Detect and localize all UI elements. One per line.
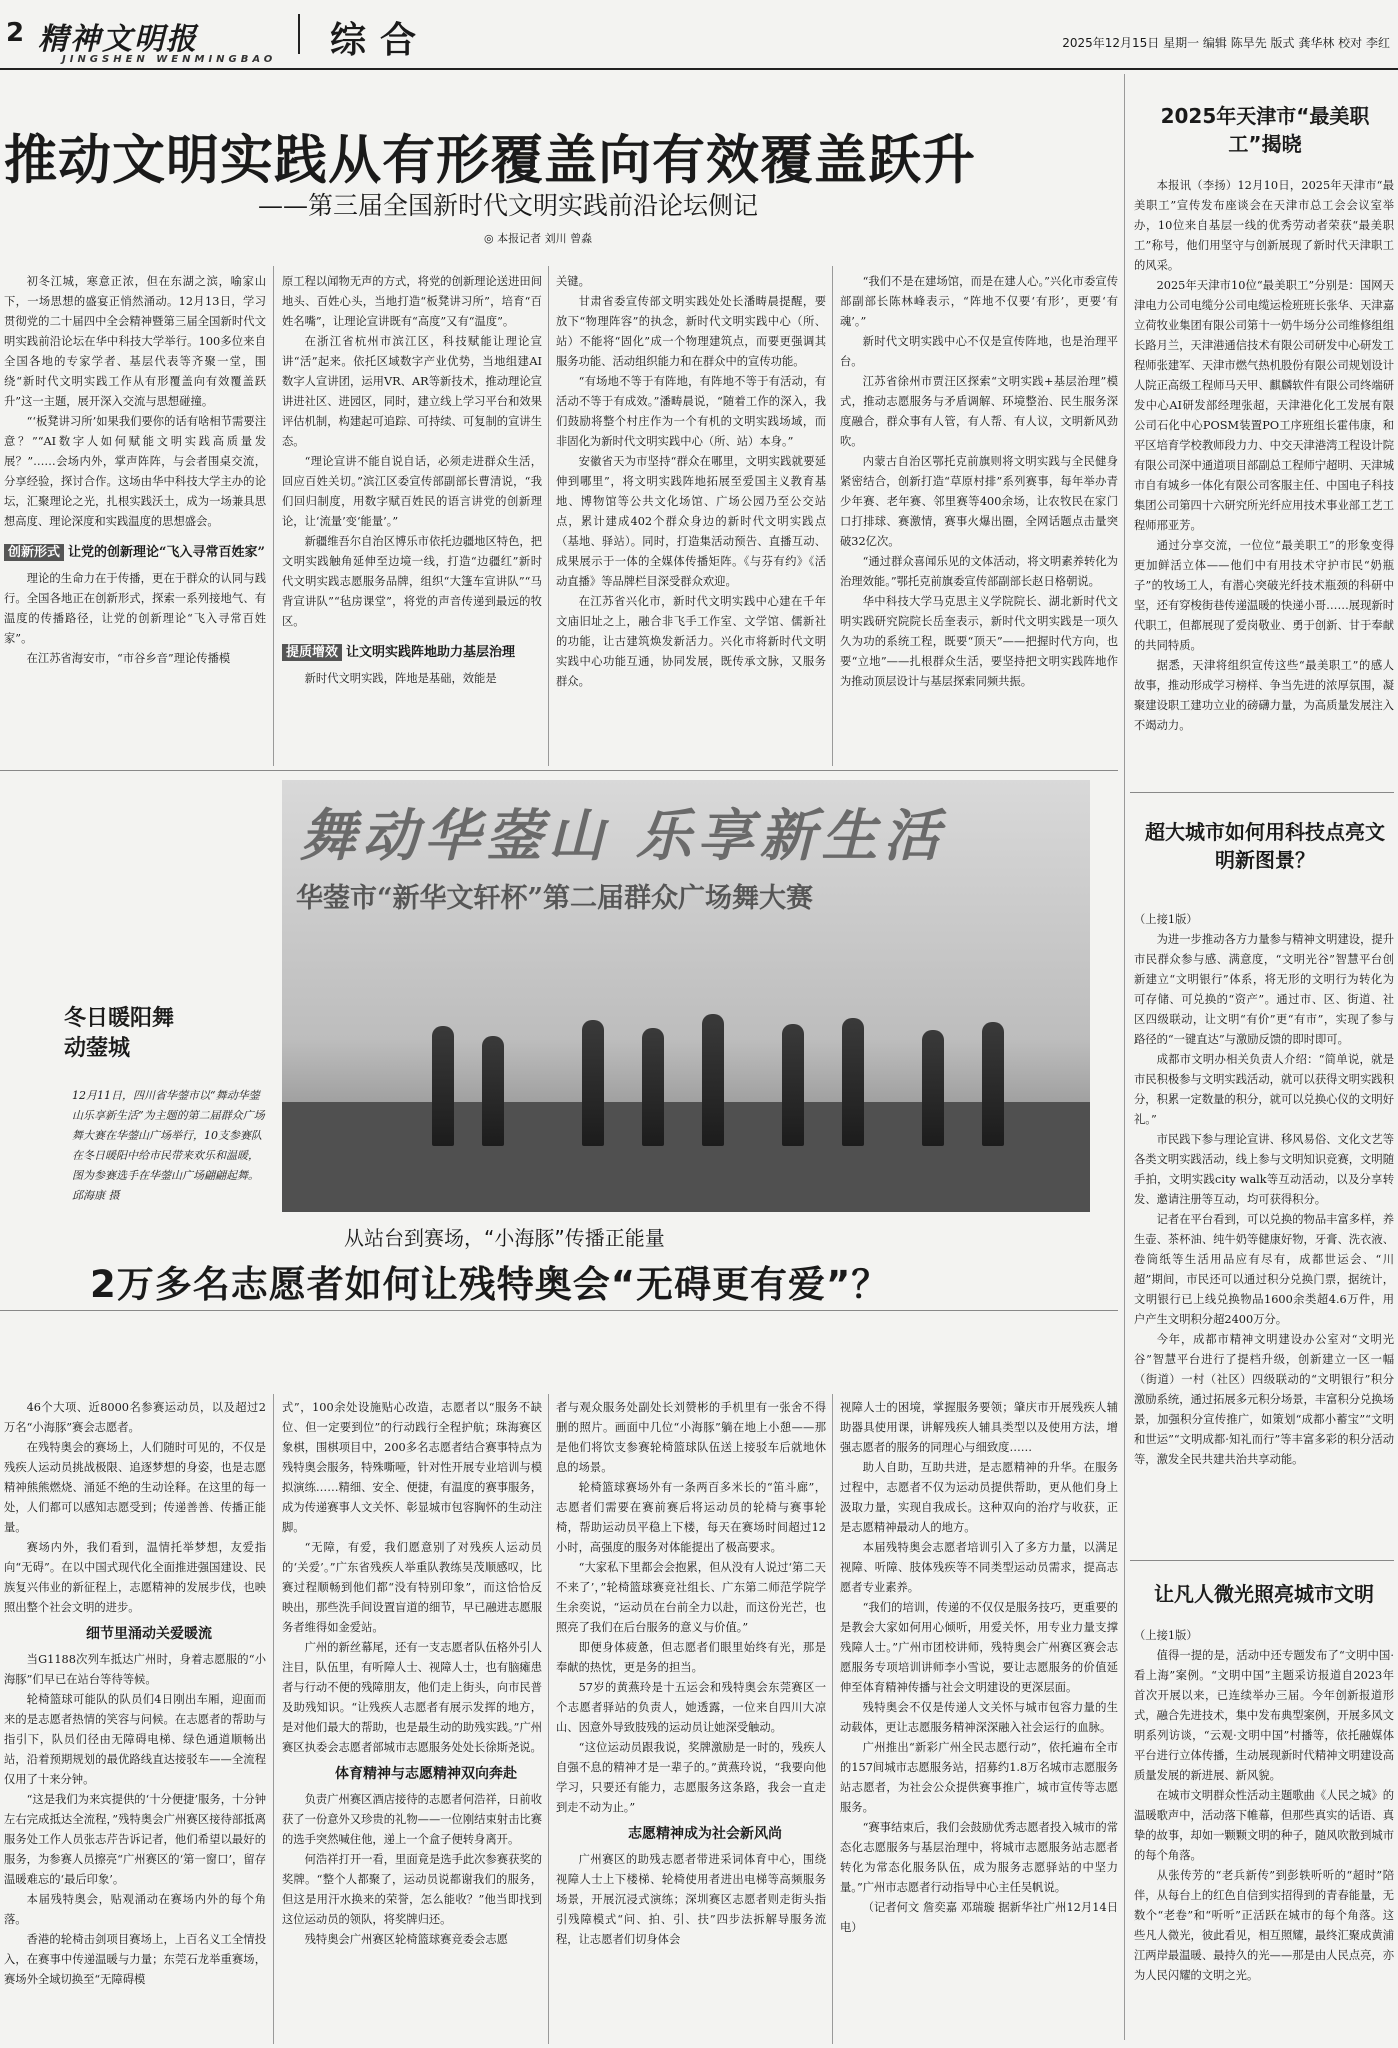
paragraph: 57岁的黄燕玲是十五运会和残特奥会东莞赛区一个志愿者驿站的负责人，她透露，一位来自四川大凉山、因意外导致肢残的运动员让她深受触动。 [556, 1681, 826, 1734]
dancer-figure [582, 1020, 604, 1146]
section-rule [0, 1310, 1118, 1311]
paragraph: “这是我们为来宾提供的‘十分便捷’服务，十分钟左右完成抵达全流程，”残特奥会广州赛区接待部抵离服务处工作人员张志芹告诉记者，他们希望以最好的服务，为参赛人员擦亮“广州赛区的‘第一窗口’，留存温暖难忘的‘最后印象’。 [4, 1793, 266, 1886]
section-rule [0, 770, 1118, 771]
paragraph: 赛场内外，我们看到，温情托举梦想，友爱指向“无碍”。在以中国式现代化全面推进强国建设、民族复兴伟业的新征程上，志愿精神的发展步伐，也映照出整个社会文明的进步。 [4, 1541, 266, 1614]
sidebar-story2-body [1134, 910, 1394, 1554]
paragraph: 市民践下参与理论宣讲、移风易俗、文化文艺等各类文明实践活动，线上参与文明知识竞赛，文明随手拍，文明实践city walk等互动活动，以及分享转发、邀请注册等互动，均可获得积分。 [1134, 1133, 1394, 1206]
volunteer-column-1 [4, 1398, 266, 2044]
paragraph: “有场地不等于有阵地，有阵地不等于有活动，有活动不等于有成效。”潘畴晨说，“随着工作的深入，我们鼓励将整个村庄作为一个有机的文明实践场域，而非固化为新时代文明实践中心（所、站）本身。” [556, 375, 826, 448]
paragraph: 今年，成都市精神文明建设办公室对“文明光谷”智慧平台进行了提档升级，创新建立一区一幅（街道）一村（社区）四级联动的“文明银行”积分激励系统，通过拓展多元积分场景，丰富积分兑换场景，加强积分宣传推广，如策划“成都小蓄宝”“文明和世运”“文明成都·知礼而行”等丰富多彩的积分活动等，激发全民共建共治共享动能。 [1134, 1333, 1394, 1466]
volunteer-headline: 2万多名志愿者如何让残特奥会“无碍更有爱”？ [90, 1263, 890, 1306]
sidebar-story3-headline: 让凡人微光照亮城市文明 [1154, 1582, 1374, 1606]
source-note: （上接1版） [1134, 1629, 1198, 1642]
paragraph: 本届残特奥会志愿者培训引入了多方力量，以满足视障、听障、肢体残疾等不同类型运动员需求，提高志愿者专业素养。 [840, 1541, 1118, 1594]
dancer-figure [482, 1036, 504, 1146]
paragraph: 当G1188次列车抵达广州时，身着志愿服的“小海豚”们早已在站台等待等候。 [4, 1653, 266, 1686]
paragraph: 值得一提的是，活动中还专题发布了“文明中国·看上海”案例。“文明中国”主题采访报道自2023年首次开展以来，已连续举办三届。今年创新报道形式，融合先进技术，集中发布典型案例，开展多风文明系列访谈，“云观·文明中国”村播等，依托融媒体平台进行立体传播，生动展现新时代精神文明建设高质量发展的新进展、新风貌。 [1134, 1649, 1394, 1782]
paragraph: 内蒙古自治区鄂托克前旗则将文明实践与全民健身紧密结合，创新打造“草原村排”系列赛事，每年举办青少年赛、老年赛、邻里赛等400余场，让农牧民在家门口打排球、赛激情，赛事火爆出圈，全网话题点击量突破32亿次。 [840, 455, 1118, 548]
paragraph: （记者何文 詹奕嘉 邓瑞璇 据新华社广州12月14日电） [840, 1901, 1118, 1934]
column-divider [832, 266, 833, 766]
paragraph: “通过群众喜闻乐见的文体活动，将文明素养转化为治理效能。”鄂托克前旗委宣传部副部长赵日格朝说。 [840, 555, 1118, 588]
dancer-figure [702, 1014, 724, 1146]
newspaper-logo: 精神文明报 [38, 22, 198, 57]
column-divider [548, 1394, 549, 2044]
stage [282, 1102, 1090, 1212]
paragraph: 残特奥会广州赛区轮椅篮球赛竞委会志愿 [304, 1933, 508, 1946]
paragraph: “我们的培训，传递的不仅仅是服务技巧，更重要的是教会大家如何用心倾听，用爱关怀，用专业力量支撑残障人士。”广州市团校讲师，残特奥会广州赛区赛会志愿服务专项培训讲师李小雪说，要让志愿服务的价值延伸至体育精神传播与社会文明建设的更深层面。 [840, 1601, 1118, 1694]
volunteer-subhead: 体育精神与志愿精神双向奔赴 [335, 1766, 517, 1782]
dancer-figure [432, 1026, 454, 1146]
volunteer-subhead: 细节里涌动关爱暖流 [86, 1626, 212, 1642]
dancer-figure [982, 1022, 1004, 1146]
subhead-tag: 创新形式 [4, 544, 64, 561]
paragraph: 原工程以闻物无声的方式，将党的创新理论送进田间地头、百姓心头，当地打造“板凳讲习所”，培育“百姓名嘴”，让理论宣讲既有“高度”又有“温度”。 [282, 275, 542, 328]
paragraph: 助人自助，互助共进，是志愿精神的升华。在服务过程中，志愿者不仅为运动员提供帮助，更从他们身上汲取力量，实现自我成长。这种双向的治疗与收获，正是志愿精神最动人的地方。 [840, 1461, 1118, 1534]
paragraph: “我们不是在建场馆，而是在建人心。”兴化市委宣传部副部长陈林峰表示，“阵地不仅要‘有形’，更要‘有魂’。” [840, 275, 1118, 328]
paragraph: 广州赛区的助残志愿者带进采词体育中心，围绕视障人士上下楼梯、轮椅使用者进出电梯等高频服务场景，开展沉浸式演练；深圳赛区志愿者则走街头指引残障模式“问、拍、引、扶”四步法拆解导服务流程，让志愿者们切身体会 [556, 1853, 826, 1946]
photo-caption-headline: 冬日暖阳舞动蓥城 [64, 1006, 175, 1061]
lead-column-3 [556, 272, 826, 766]
paragraph: 即便身体疲惫，但志愿者们眼里始终有光，那是奉献的热忱，更是务的担当。 [556, 1641, 826, 1674]
paragraph: 本报讯（李扬）12月10日，2025年天津市“最美职工”宣传发布座谈会在天津市总工会会议室举办，10位来自基层一线的优秀劳动者荣获“最美职工”称号，他们用坚守与创新展现了新时代天津职工的风采。 [1134, 179, 1394, 272]
lead-subheadline: ——第三届全国新时代文明实践前沿论坛侧记 [258, 191, 759, 220]
paragraph: “大家私下里都会会抱累，但从没有人说过‘第二天不来了’，”轮椅篮球赛竞社组长、广东第二师范学院学生余奕说，“运动员在台前全力以赴，而这份光芒，也照亮了我们在后台服务的意义与价值。” [556, 1561, 826, 1634]
volunteer-kicker: 从站台到赛场，“小海豚”传播正能量 [344, 1226, 665, 1250]
paragraph: 从张传芳的“老兵新传”到彭轶听听的“超时”陪伴，从每台上的红色自信到实招得到的青春能量，无数个“老卷”和“听听”正活跃在城市的每个角落。这些凡人微光，彼此看见，相互照耀，最终汇聚成黄浦江两岸最温暖、最持久的光——那是由人民点亮，亦为人民闪耀的文明之光。 [1134, 1869, 1394, 1982]
subhead-tag: 提质增效 [282, 644, 342, 661]
paragraph: 新时代文明实践中心不仅是宣传阵地，也是治理平台。 [840, 335, 1118, 368]
sidebar-story3-body [1134, 1626, 1394, 2044]
paragraph: 在城市文明群众性活动主题歌曲《人民之城》的温暖歌声中，活动落下帷幕，但那些真实的话语、真挚的故事，却如一颗颗文明的种子，随风吹散到城市的每个角落。 [1134, 1789, 1394, 1862]
column-divider [832, 1394, 833, 2044]
lead-headline: 推动文明实践从有形覆盖向有效覆盖跃升 [4, 130, 976, 191]
page-number: 2 [6, 18, 25, 48]
lead-column-4 [840, 272, 1118, 766]
volunteer-column-2 [282, 1398, 542, 2044]
paragraph: 何浩祥打开一看，里面竟是选手此次参赛获奖的奖牌。“整个人都聚了，运动员说都谢我们的服务，但这是用汗水换来的荣誉，怎么能收？”他当即找到这位运动员的领队，将奖牌归还。 [282, 1853, 542, 1926]
masthead-divider [298, 14, 300, 54]
subhead-text: 让党的创新理论“飞入寻常百姓家” [68, 545, 265, 560]
sidebar-story1-headline: 2025年天津市“最美职工”揭晓 [1160, 104, 1370, 156]
paragraph: 理论的生命力在于传播，更在于群众的认同与践行。全国各地正在创新形式，探索一系列接地气、有温度的传播路径，让党的创新理论“飞入寻常百姓家”。 [4, 572, 266, 645]
paragraph: 者与观众服务处副处长刘赞彬的手机里有一张舍不得删的照片。画面中几位“小海豚”躺在地上小憩——那是他们将饮支参赛轮椅篮球队伍送上接驳车后就地休息的场景。 [556, 1401, 826, 1474]
newspaper-logo-pinyin: JINGSHEN WENMINGBAO [62, 54, 277, 65]
paragraph: 甘肃省委宣传部文明实践处处长潘畴晨提醒，要放下“物理阵容”的执念，新时代文明实践中心（所、站）不能将“固化”成一个物理建筑点，而要更强调其服务功能、活动组织能力和在群众中的宣传功能。 [556, 295, 826, 368]
volunteer-column-4 [840, 1398, 1118, 2044]
paragraph: 据悉，天津将组织宣传这些“最美职工”的感人故事，推动形成学习榜样、争当先进的浓厚氛围，凝聚建设职工建功立业的磅礴力量，为高质量发展注入不竭动力。 [1134, 659, 1394, 732]
photo-banner-slogan: 舞动华蓥山 乐享新生活 [300, 803, 946, 869]
dancer-figure [922, 1030, 944, 1146]
dancer-figure [642, 1028, 664, 1146]
date-editor-line: 2025年12月15日 星期一 编辑 陈旱先 版式 龚华林 校对 李红 [1062, 36, 1390, 50]
photo-banner-title: 华蓥市“新华文轩杯”第二届群众广场舞大赛 [296, 883, 814, 914]
paragraph: 初冬江城，寒意正浓，但在东湖之滨，喻家山下，一场思想的盛宴正悄然涌动。12月13日，学习贯彻党的二十届四中全会精神暨第三届全国新时代文明实践前沿论坛在华中科技大学举行。100多位来自全国各地的专家学者、基层代表等齐聚一堂，围绕“新时代文明实践工作从有形覆盖向有效覆盖跃升”这一主题，展开深入交流与思想碰撞。 [4, 275, 266, 408]
paragraph: “理论宣讲不能自说自话，必须走进群众生活，回应百姓关切。”滨江区委宣传部副部长曹清说，“我们回归制度，用数字赋百姓民的语言讲党的创新理论，让‘流量’变‘能量’。” [282, 455, 542, 528]
section-rule [1130, 792, 1394, 793]
lead-byline: ◎ 本报记者 刘川 曾淼 [484, 232, 593, 245]
dance-photo [282, 780, 1090, 1212]
paragraph: 香港的轮椅击剑项目赛场上，上百名义工全情投入，在赛事中传递温暖与力量；东莞石龙举重赛场，赛场外全域切换至“无障碍模 [4, 1933, 266, 1986]
paragraph: 新时代文明实践，阵地是基础，效能是 [304, 672, 497, 685]
paragraph: “‘板凳讲习所’如果我们要你的话有啥相节需要注意？”“AI数字人如何赋能文明实践高质量发展？”……会场内外，掌声阵阵，与会者围桌交流，分享经验，探讨合作。这场由华中科技大学主办的论坛，汇聚理论之光，扎根实践沃土，成为一场兼具思想高度、理论深度和实践温度的思想盛会。 [4, 415, 266, 528]
paragraph: 在浙江省杭州市滨江区，科技赋能让理论宣讲“活”起来。依托区域数字产业优势，当地组建AI数字人宣讲团，运用VR、AR等新技术，推动理论宣讲进社区、进园区，同时，建立线上学习平台和效果评估机制，构建起可追踪、可持续、可复制的宣讲生态。 [282, 335, 542, 448]
lead-subhead-2 [282, 642, 542, 663]
lead-column-1 [4, 272, 266, 766]
paragraph: 华中科技大学马克思主义学院院长、湖北新时代文明实践研究院院长岳奎表示，新时代文明实践是一项久久为功的系统工程，既要“顶天”——把握时代方向，也要“立地”——扎根群众生活，要坚持把文明实践阵地作为推动顶层设计与基层探索同频共振。 [840, 595, 1118, 688]
column-divider [548, 266, 549, 766]
masthead-rule [0, 68, 1398, 70]
section-rule [1130, 1560, 1394, 1561]
lead-subhead-1 [4, 542, 266, 563]
paragraph: 关键。 [556, 275, 590, 288]
paragraph: 记者在平台看到，可以兑换的物品丰富多样，养生壶、茶杯油、纯牛奶等健康好物，牙膏、洗衣液、卷筒纸等生活用品应有尽有，成都世运会、“川超”期间，市民还可以通过积分兑换门票，据统计，文明银行已上线兑换物品1600余类超4.6万件，用户产生文明积分超2400万分。 [1134, 1213, 1394, 1326]
section-name: 综合 [330, 19, 431, 61]
paragraph: “无障，有爱，我们愿意别了对残疾人运动员的‘关爱’。”广东省残疾人举重队教练吴茂顺感叹，比赛过程顺畅到他们都“没有特别印象”，而这恰恰反映出，那些洗手间设置盲道的细节，早已融进志愿服务者维得如金爱站。 [282, 1541, 542, 1634]
source-note: （上接1版） [1134, 913, 1198, 926]
column-divider [273, 266, 274, 766]
masthead [0, 0, 1398, 68]
paragraph: 轮椅篮球赛场外有一条两百多米长的“笛斗廊”，志愿者们需要在赛前赛后将运动员的轮椅与赛事轮椅，帮助运动员平稳上下楼，每天在赛场时间超过12小时，高强度的服务对体能提出了极高要求。 [556, 1481, 826, 1554]
sidebar-story1-body [1134, 176, 1394, 782]
paragraph: 为进一步推动各方力量参与精神文明建设，提升市民群众参与感、满意度，“文明光谷”智慧平台创新建立“文明银行”体系，将无形的文明行为转化为可存储、可兑换的“资产”。通过市、区、街道、社区四级联动，让文明“有价”更“有市”，实现了参与路径的“一键直达”与激励反馈的即时即可。 [1134, 933, 1394, 1046]
sidebar-divider [1124, 74, 1125, 2040]
paragraph: 式”，100余处设施贴心改造，志愿者以“服务不缺位、但一定要到位”的行动践行全程护航；珠海赛区象棋，围棋项目中，200多名志愿者结合赛事特点为残特奥会服务，特殊嘶哑，针对性开展专业培训与模拟演练……精细、安全、便捷，有温度的赛事服务，成为传递赛事人文关怀、彰显城市包容胸怀的生动注脚。 [282, 1401, 542, 1534]
volunteer-column-3 [556, 1398, 826, 2044]
photo-caption: 12月11日，四川省华蓥市以“舞动华蓥山乐享新生活”为主题的第二届群众广场舞大赛在华蓥山广场举行，10支参赛队在冬日暖阳中给市民带来欢乐和温暖，图为参赛选手在华蓥山广场翩翩起舞。 邱海康 摄 [72, 1089, 265, 1202]
dancer-figure [842, 1018, 864, 1146]
lead-column-2 [282, 272, 542, 766]
paragraph: 46个大项、近8000名参赛运动员，以及超过2万名“小海豚”赛会志愿者。 [4, 1401, 266, 1434]
paragraph: 残特奥会不仅是传递人文关怀与城市包容力量的生动载体，更让志愿服务精神深深融入社会运行的血脉。 [840, 1701, 1118, 1734]
paragraph: 安徽省天为市坚持“群众在哪里，文明实践就要延伸到哪里”，将文明实践阵地拓展至爱国主义教育基地、博物馆等公共文化场馆、广场公园乃至公交站点，累计建成402个群众身边的新时代文明实践点（基地、驿站）。同时，打造集活动预告、直播互动、成果展示于一体的全媒体传播矩阵。《与芬有约》《活动直播》等品牌栏目深受群众欢迎。 [556, 455, 826, 588]
paragraph: 2025年天津市10位“最美职工”分别是：国网天津电力公司电缆分公司电缆运检班班长张华、天津嘉立荷牧业集团有限公司第十一奶牛场分公司维修组组长路月兰，天津港通信技术有限公司研发中心研发工程师张建军、天津市燃气热机股份有限公司规划设计人院正高级工程师马天甲、麒麟软件有限公司终端研发中心AI研发部经理张超，天津港化化工发展有限公司石化中心POSM装置PO工序班组长霍伟康，和平区培育学校教师段力力、中交天津港湾工程设计院有限公司深中通道项目部副总工程师宁超明、天津城市自有城乡一体化有限公司客服主任、中国电子科技集团公司第四十六研究所光纤应用技术事业部工艺工程师邢亚芳。 [1134, 279, 1394, 532]
paragraph: 在残特奥会的赛场上，人们随时可见的，不仅是残疾人运动员挑战极限、追逐梦想的身姿，也是志愿精神熊熊燃烧、涌延不绝的生动诠释。在这里的每一处，人们都可以感知志愿受到；传递善善、传播正能量。 [4, 1441, 266, 1534]
paragraph: 江苏省徐州市贾汪区探索“文明实践+基层治理”模式，推动志愿服务与矛盾调解、环境整治、民生服务深度融合，群众事有人管，有人帮、有人议，文明新风劲吹。 [840, 375, 1118, 448]
paragraph: 新疆维吾尔自治区博乐市依托边疆地区特色，把文明实践触角延伸至边境一线，打造“边疆红”新时代文明实践志愿服务品牌，组织“大篷车宣讲队”“马背宣讲队”“毡房课堂”，将党的声音传递到最远的牧区。 [282, 535, 542, 628]
paragraph: “这位运动员跟我说，奖牌激励是一时的，残疾人自强不息的精神才是一辈子的。”黄燕玲说，“我要向他学习，只要还有能力，志愿服务这条路，我会一直走到走不动为止。” [556, 1741, 826, 1814]
paragraph: 视障人士的困境，掌握服务要领；肇庆市开展残疾人辅助器具使用课，讲解残疾人辅具类型以及使用方法，增强志愿者的服务的同理心与细致度…… [840, 1401, 1118, 1454]
paragraph: “赛事结束后，我们会鼓励优秀志愿者投入城市的常态化志愿服务与基层治理中，将城市志愿服务站志愿者转化为常态化服务队伍，成为服务志愿驿站的中坚力量。”广州市志愿者行动指导中心主任吴帆说。 [840, 1821, 1118, 1894]
paragraph: 在江苏省兴化市，新时代文明实践中心建在千年文庙旧址之上，融合非飞手工作室、文学馆、儒新社的功能，让古建筑焕发新活力。兴化市将新时代文明实践中心功能互通，协同发展，既传承文脉，又服务群众。 [556, 595, 826, 688]
paragraph: 轮椅篮球可能队的队员们4日刚出车厢，迎面而来的是志愿者热情的笑容与问候。在志愿者的帮助与指引下，队员们径由无障碍电梯、绿色通道顺畅出站，沿着预期规划的最优路线直达接驳车——全流程仅用了十来分钟。 [4, 1693, 266, 1786]
subhead-text: 让文明实践阵地助力基层治理 [346, 645, 516, 660]
paragraph: 在江苏省海安市，“市谷乡音”理论传播模 [26, 652, 231, 665]
paragraph: 本届残特奥会，贴观涌动在赛场内外的每个角落。 [4, 1893, 266, 1926]
paragraph: 成都市文明办相关负责人介绍：“简单说，就是市民积极参与文明实践活动，就可以获得文明实践积分，积累一定数量的积分，就可以兑换心仪的文明好礼。” [1134, 1053, 1394, 1126]
paragraph: 负责广州赛区酒店接待的志愿者何浩祥，日前收获了一份意外又珍贵的礼物——一位刚结束射击比赛的选手突然喊住他，递上一个盒子便转身离开。 [282, 1793, 542, 1846]
byline-text: 本报记者 刘川 曾淼 [497, 232, 593, 245]
sidebar-story2-headline: 超大城市如何用科技点亮文明新图景？ [1145, 820, 1385, 872]
volunteer-subhead: 志愿精神成为社会新风尚 [628, 1826, 782, 1842]
paragraph: 通过分享交流，一位位“最美职工”的形象变得更加鲜活立体——他们中有用技术守护市民“奶瓶子”的牧场工人，有潜心突破光纤技术瓶颈的科研中坚，还有穿梭街巷传递温暖的快递小哥……展现新时代职工，但都展现了爱岗敬业、勇于创新、甘于奉献的共同特质。 [1134, 539, 1394, 652]
column-divider [273, 1394, 274, 2044]
paragraph: 广州的新丝幕尾，还有一支志愿者队伍格外引人注目，队伍里，有听障人士、视障人士，也有脑瘫患者与行动不便的残障朋友，他们走上街头，向市民普及助残知识。“让残疾人志愿者有展示发挥的地方，是对他们最大的帮助，也是最生动的助残实践。”广州赛区执委会志愿者部城市志愿服务处处长徐斯尧说。 [282, 1641, 542, 1754]
paragraph: 广州推出“新彩广州全民志愿行动”，依托遍布全市的157间城市志愿服务站，招募约1.8万名城市志愿服务站志愿者，为社会公众提供赛事推广，城市宣传等志愿服务。 [840, 1741, 1118, 1814]
dancer-figure [782, 1024, 804, 1146]
